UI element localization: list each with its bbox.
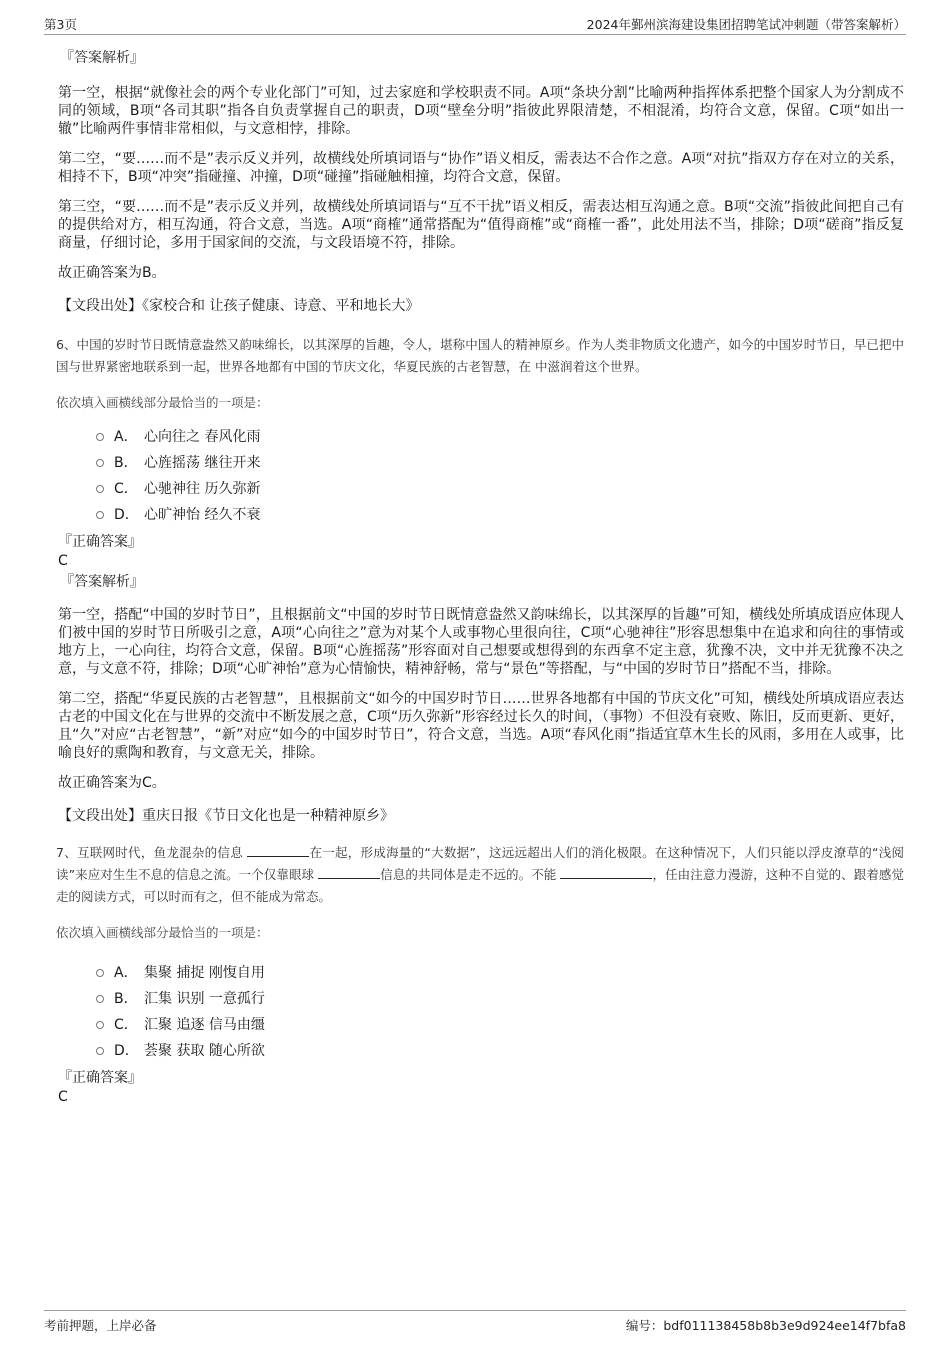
fill-blank-2 [318,864,380,879]
stem-text: 7、互联网时代，鱼龙混杂的信息 [56,845,248,860]
option-text: 心旌摇荡 继往开来 [144,455,261,471]
q7-option-a[interactable] [96,960,904,986]
option-letter: A． [114,965,138,981]
stem-text: ，任由注意力漫游，这种不自觉的、跟着感觉走的阅读方式，可以时而有之，但不能成为常态。 [56,867,904,904]
radio-button-icon[interactable] [96,485,104,493]
radio-button-icon[interactable] [96,1047,104,1055]
option-letter: D． [114,1043,139,1059]
q7-correct-answer-label: 『正确答案』 [58,1070,142,1086]
q6-options [96,424,904,528]
code-value: bdf011138458b8b3e9d924ee14f7bfa8 [663,1318,906,1333]
q7-prompt: 依次填入画横线部分最恰当的一项是： [56,925,269,940]
q6-analysis-para-2: 第二空，搭配“华夏民族的古老智慧”，且根据前文“如今的中国岁时节日……世界各地都有中国的节庆文化”可知，横线处所填成语应表达古老的中国文化在与世界的交流中不断发展之意，C项“历久弥新”形容经过长久的时间，（事物）不但没有衰败、陈旧，反而更新、更好，且“久”对应“古老智慧”，“新”对应“如今的中国岁时节日”，符合文意，当选。A项“春风化雨”指适宜草木生长的风雨，多用在人或事，比喻良好的熏陶和教育，与文意无关，排除。 [58,691,904,761]
option-letter: A． [114,429,138,445]
document-body [58,42,904,1106]
option-text: 集聚 捕捉 刚愎自用 [144,965,265,981]
radio-button-icon[interactable] [96,995,104,1003]
radio-button-icon[interactable] [96,433,104,441]
document-code [626,1316,906,1334]
footer-slogan: 考前押题，上岸必备 [44,1318,157,1333]
q6-source [58,806,904,826]
q6-correct-answer: C [58,553,68,569]
q5-analysis-para-3: 第三空，“要……而不是”表示反义并列，故横线处所填词语与“互不干扰”语义相反，需表达相互沟通之意。B项“交流”指彼此间把自己有的提供给对方，相互沟通，符合文意，当选。A项“商榷”通常搭配为“值得商榷”或“商榷一番”，此处用法不当，排除；D项“磋商”指反复商量，仔细讨论，多用于国家间的交流，与文段语境不符，排除。 [58,199,904,251]
source-prefix: 【文段出处】 [58,808,142,824]
q7-option-c[interactable] [96,1012,904,1038]
option-letter: C． [114,481,138,497]
option-letter: B． [114,991,138,1007]
q7-option-d[interactable] [96,1038,904,1064]
q7-option-b[interactable] [96,986,904,1012]
fill-blank-3 [560,864,652,879]
option-text: 汇聚 追逐 信马由缰 [144,1017,265,1033]
q6-analysis-label: 『答案解析』 [60,574,144,590]
stem-text: 在一起，形成海量的“大数据”，这远远超出人们的消化极限。在这种情况下，人们只能以浮皮潦草的“浅阅读”来应对生生不息的信息之流。一个仅靠眼球 [56,845,904,882]
option-text: 心向往之 春风化雨 [144,429,261,445]
q5-analysis-para-1: 第一空，根据“就像社会的两个专业化部门”可知，过去家庭和学校职责不同。A项“条块分割”比喻两种指挥体系把整个国家人为分割成不同的领域，B项“各司其职”指各自负责掌握自己的职责，D项“壁垒分明”指彼此界限清楚，不相混淆，均符合文意，保留。C项“如出一辙”比喻两件事情非常相似，与文意相悖，排除。 [58,85,904,137]
code-label: 编号： [625,1318,664,1333]
q6-analysis-para-1: 第一空，搭配“中国的岁时节日”，且根据前文“中国的岁时节日既情意盎然又韵味绵长，以其深厚的旨趣”可知，横线处所填成语应体现人们被中国的岁时节日所吸引之意，A项“心向往之”意为对某个人或事物心里很向往，C项“心驰神往”形容思想集中在追求和向往的事情或地方上，一心向往，均符合文意，保留。B项“心旌摇荡”形容面对自己想要或想得到的东西拿不定主意，犹豫不决，文中并无犹豫不决之意，与文意不符，排除；D项“心旷神怡”意为心情愉快，精神舒畅，常与“景色”等搭配，与“中国的岁时节日”搭配不当，排除。 [58,607,904,677]
radio-button-icon[interactable] [96,459,104,467]
option-text: 汇集 识别 一意孤行 [144,991,265,1007]
option-letter: D． [114,507,139,523]
q6-prompt: 依次填入画横线部分最恰当的一项是： [56,395,269,410]
source-title: 重庆日报《节日文化也是一种精神原乡》 [142,808,394,824]
q5-analysis-para-2: 第二空，“要……而不是”表示反义并列，故横线处所填词语与“协作”语义相反，需表达不合作之意。A项“对抗”指双方存在对立的关系，相持不下，B项“冲突”指碰撞、冲撞，D项“碰撞”指碰触相撞，均符合文意，保留。 [58,151,904,185]
option-letter: C． [114,1017,138,1033]
option-letter: B． [114,455,138,471]
q6-conclusion: 故正确答案为C。 [58,775,166,791]
page-number: 第3页 [44,17,77,32]
q5-conclusion: 故正确答案为B。 [58,265,166,281]
source-title: 《家校合和 让孩子健康、诗意、平和地长大》 [142,298,420,314]
option-text: 心旷神怡 经久不衰 [144,507,261,523]
q6-correct-answer-label: 『正确答案』 [58,534,142,550]
q7-options [96,960,904,1064]
q5-analysis-label: 『答案解析』 [60,50,144,66]
q5-source [58,296,904,316]
document-title: 2024年鄞州滨海建设集团招聘笔试冲刺题（带答案解析） [586,17,906,32]
fill-blank-1 [247,842,309,857]
q6-option-a[interactable] [96,424,904,450]
option-text: 荟聚 获取 随心所欲 [144,1043,265,1059]
option-text: 心驰神往 历久弥新 [144,481,261,497]
stem-text: 信息的共同体是走不远的。不能 [380,867,561,882]
q7-stem [56,842,904,908]
q6-option-b[interactable] [96,450,904,476]
radio-button-icon[interactable] [96,1021,104,1029]
page-header [44,12,906,35]
q6-option-d[interactable] [96,502,904,528]
radio-button-icon[interactable] [96,969,104,977]
q7-correct-answer: C [58,1089,68,1105]
source-prefix: 【文段出处】 [58,298,142,314]
q6-stem: 6、中国的岁时节日既情意盎然又韵味绵长，以其深厚的旨趣，令人，堪称中国人的精神原乡。作为人类非物质文化遗产，如今的中国岁时节日，早已把中国与世界紧密地联系到一起，世界各地都有中国的节庆文化，华夏民族的古老智慧，在 中滋润着这个世界。 [56,337,904,374]
q6-option-c[interactable] [96,476,904,502]
page-footer [44,1310,906,1335]
radio-button-icon[interactable] [96,511,104,519]
